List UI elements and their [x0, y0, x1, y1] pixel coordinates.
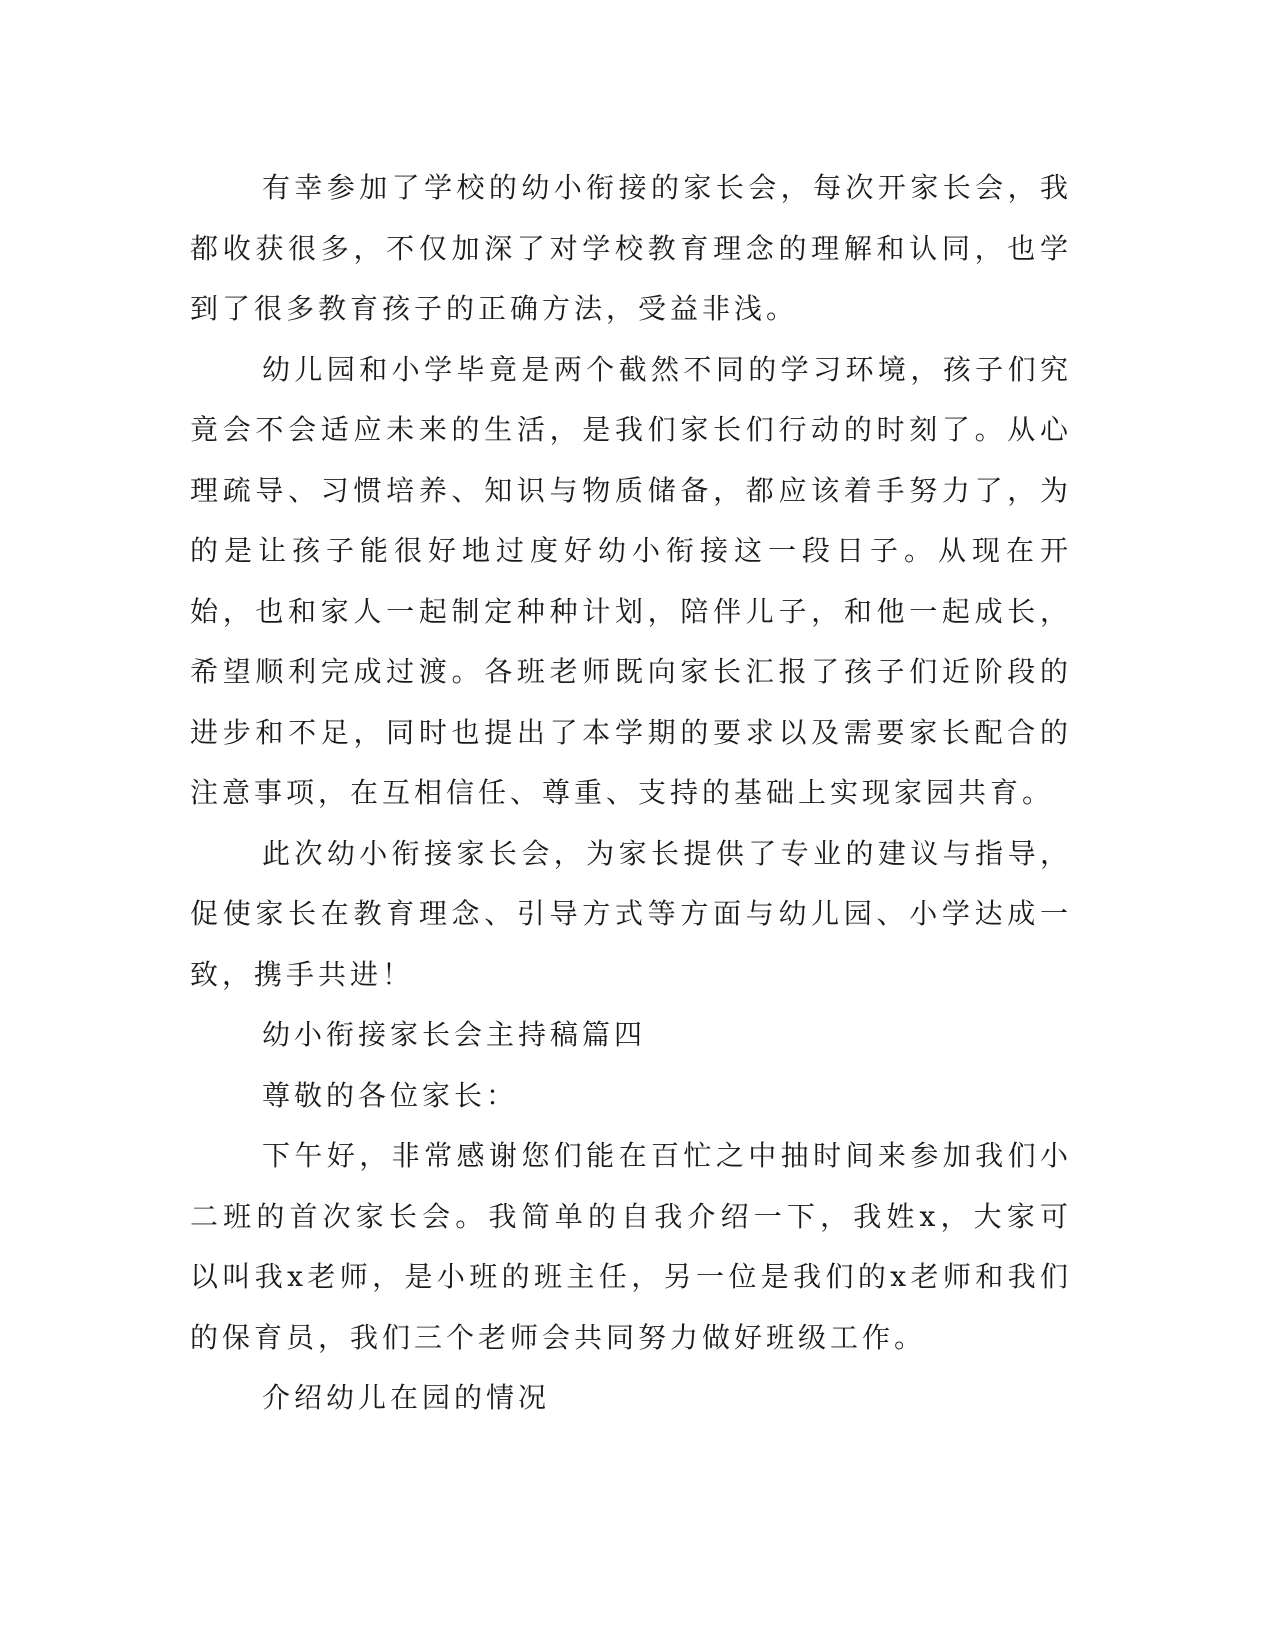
section-heading: 幼小衔接家长会主持稿篇四 — [262, 1018, 647, 1051]
document-body — [190, 158, 1072, 1429]
paragraph-child-status-intro: 介绍幼儿在园的情况 — [262, 1381, 551, 1414]
paragraph-meeting-summary: 此次幼小衔接家长会，为家长提供了专业的建议与指导，促使家长在教育理念、引导方式等方面与幼儿园、小学达成一致，携手共进！ — [190, 836, 1072, 991]
paragraph-parent-meeting-reflection: 有幸参加了学校的幼小衔接的家长会，每次开家长会，我都收获很多，不仅加深了对学校教育理念的理解和认同，也学到了很多教育孩子的正确方法，受益非浅。 — [190, 171, 1072, 325]
salutation: 尊敬的各位家长： — [262, 1078, 519, 1112]
paragraph-kindergarten-primary-transition: 幼儿园和小学毕竟是两个截然不同的学习环境，孩子们究竟会不会适应未来的生活，是我们家长们行动的时刻了。从心理疏导、习惯培养、知识与物质储备，都应该着手努力了，为的是让孩子能很好地过度好幼小衔接这一段日子。从现在开始，也和家人一起制定种种计划，陪伴儿子，和他一起成长，希望顺利完成过渡。各班老师既向家长汇报了孩子们近阶段的进步和不足，同时也提出了本学期的要求以及需要家长配合的注意事项，在互相信任、尊重、支持的基础上实现家园共育。 — [190, 352, 1072, 809]
paragraph-teacher-introduction: 下午好，非常感谢您们能在百忙之中抽时间来参加我们小二班的首次家长会。我简单的自我介绍一下，我姓x，大家可以叫我x老师，是小班的班主任，另一位是我们的x老师和我们的保育员，我们三个老师会共同努力做好班级工作。 — [190, 1139, 1072, 1354]
